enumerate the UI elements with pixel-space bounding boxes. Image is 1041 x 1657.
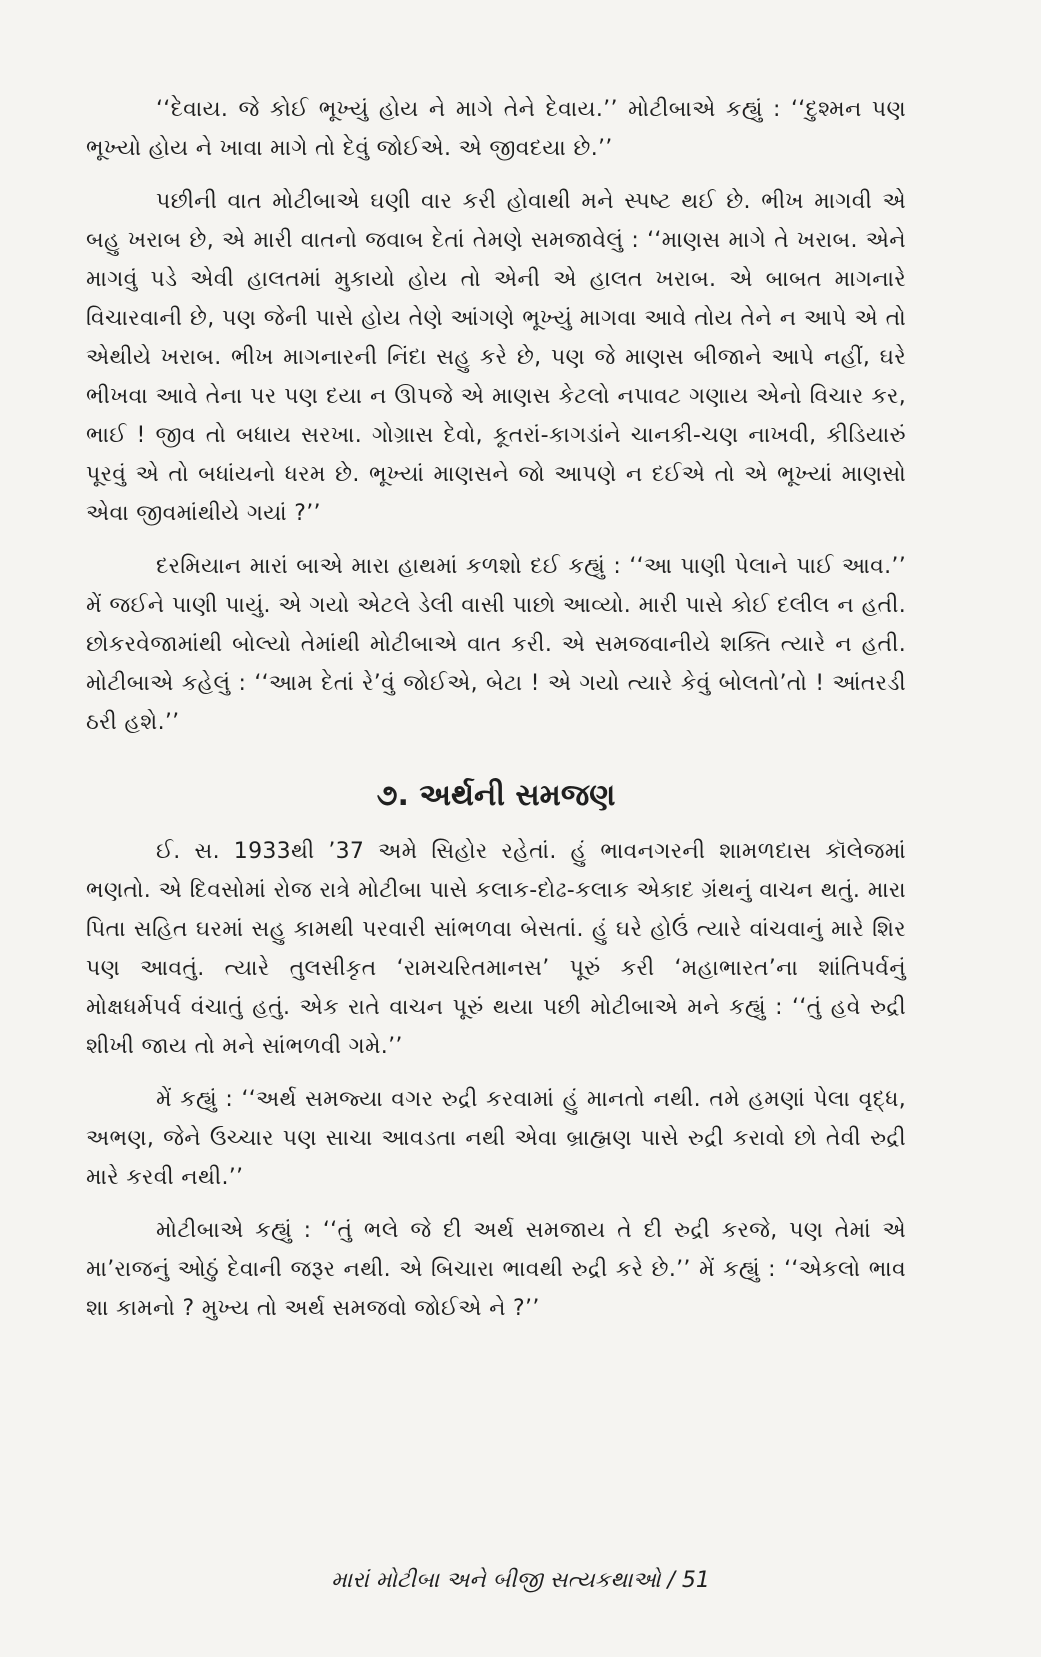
body-text	[86, 90, 906, 1342]
paragraph-1: ‘‘દેવાય. જે કોઈ ભૂખ્યું હોય ને માગે તેને દેવાય.’’ મોટીબાએ કહ્યું : ‘‘દુશ્મન પણ ભૂખ્યો હોય ને ખાવા માગે તો દેવું જોઈએ. એ જીવદયા છે.’’	[86, 97, 906, 161]
paragraph-4: ઈ. સ. 1933થી ’37 અમે સિહોર રહેતાં. હું ભાવનગરની શામળદાસ કૉલેજમાં ભણતો. એ દિવસોમાં રોજ રાત્રે મોટીબા પાસે કલાક-દોઢ-કલાક એકાદ ગ્રંથનું વાચન થતું. મારા પિતા સહિત ઘરમાં સહુ કામથી પરવારી સાંભળવા બેસતાં. હું ઘરે હોઉં ત્યારે વાંચવાનું મારે શિર પણ આવતું. ત્યારે તુલસીકૃત ‘રામચરિતમાનસ’ પૂરું કરી ‘મહાભારત’ના શાંતિપર્વનું મોક્ષધર્મપર્વ વંચાતું હતું. એક રાતે વાચન પૂરું થયા પછી મોટીબાએ મને કહ્યું : ‘‘તું હવે રુદ્રી શીખી જાય તો મને સાંભળવી ગમે.’’	[86, 839, 906, 1059]
paragraph-5: મેં કહ્યું : ‘‘અર્થ સમજ્યા વગર રુદ્રી કરવામાં હું માનતો નથી. તમે હમણાં પેલા વૃદ્ધ, અભણ, જેને ઉચ્ચાર પણ સાચા આવડતા નથી એવા બ્રાહ્મણ પાસે રુદ્રી કરાવો છો તેવી રુદ્રી મારે કરવી નથી.’’	[86, 1087, 906, 1190]
paragraph-6: મોટીબાએ કહ્યું : ‘‘તું ભલે જે દી અર્થ સમજાય તે દી રુદ્રી કરજે, પણ તેમાં એ મા’રાજનું ઓઠું દેવાની જરૂર નથી. એ બિચારા ભાવથી રુદ્રી કરે છે.’’ મેં કહ્યું : ‘‘એકલો ભાવ શા કામનો ? મુખ્ય તો અર્થ સમજવો જોઈએ ને ?’’	[86, 1218, 906, 1321]
paragraph-2: પછીની વાત મોટીબાએ ઘણી વાર કરી હોવાથી મને સ્પષ્ટ થઈ છે. ભીખ માગવી એ બહુ ખરાબ છે, એ મારી વાતનો જવાબ દેતાં તેમણે સમજાવેલું : ‘‘માણસ માગે તે ખરાબ. એને માગવું પડે એવી હાલતમાં મુકાયો હોય તો એની એ હાલત ખરાબ. એ બાબત માગનારે વિચારવાની છે, પણ જેની પાસે હોય તેણે આંગણે ભૂખ્યું માગવા આવે તોય તેને ન આપે એ તો એથીયે ખરાબ. ભીખ માગનારની નિંદા સહુ કરે છે, પણ જે માણસ બીજાને આપે નહીં, ઘરે ભીખવા આવે તેના પર પણ દયા ન ઊપજે એ માણસ કેટલો નપાવટ ગણાય એનો વિચાર કર, ભાઈ ! જીવ તો બધાય સરખા. ગોગ્રાસ દેવો, કૂતરાં-કાગડાંને ચાનકી-ચણ નાખવી, કીડિયારું પૂરવું એ તો બધાંયનો ધરમ છે. ભૂખ્યાં માણસને જો આપણે ન દઈએ તો એ ભૂખ્યાં માણસો એવા જીવમાંથીયે ગયાં ?’’	[86, 189, 906, 526]
chapter-heading: ૭. અર્થની સમજણ	[376, 778, 616, 813]
page-footer: મારાં મોટીબા અને બીજી સત્યકથાઓ / 51	[331, 1568, 710, 1593]
paragraph-3: દરમિયાન મારાં બાએ મારા હાથમાં કળશો દઈ કહ્યું : ‘‘આ પાણી પેલાને પાઈ આવ.’’ મેં જઈને પાણી પાયું. એ ગયો એટલે ડેલી વાસી પાછો આવ્યો. મારી પાસે કોઈ દલીલ ન હતી. છોકરવેજામાંથી બોલ્યો તેમાંથી મોટીબાએ વાત કરી. એ સમજવાનીયે શક્તિ ત્યારે ન હતી. મોટીબાએ કહેલું : ‘‘આમ દેતાં રે’વું જોઈએ, બેટા ! એ ગયો ત્યારે કેવું બોલતો’તો ! આંતરડી ઠરી હશે.’’	[86, 554, 906, 735]
